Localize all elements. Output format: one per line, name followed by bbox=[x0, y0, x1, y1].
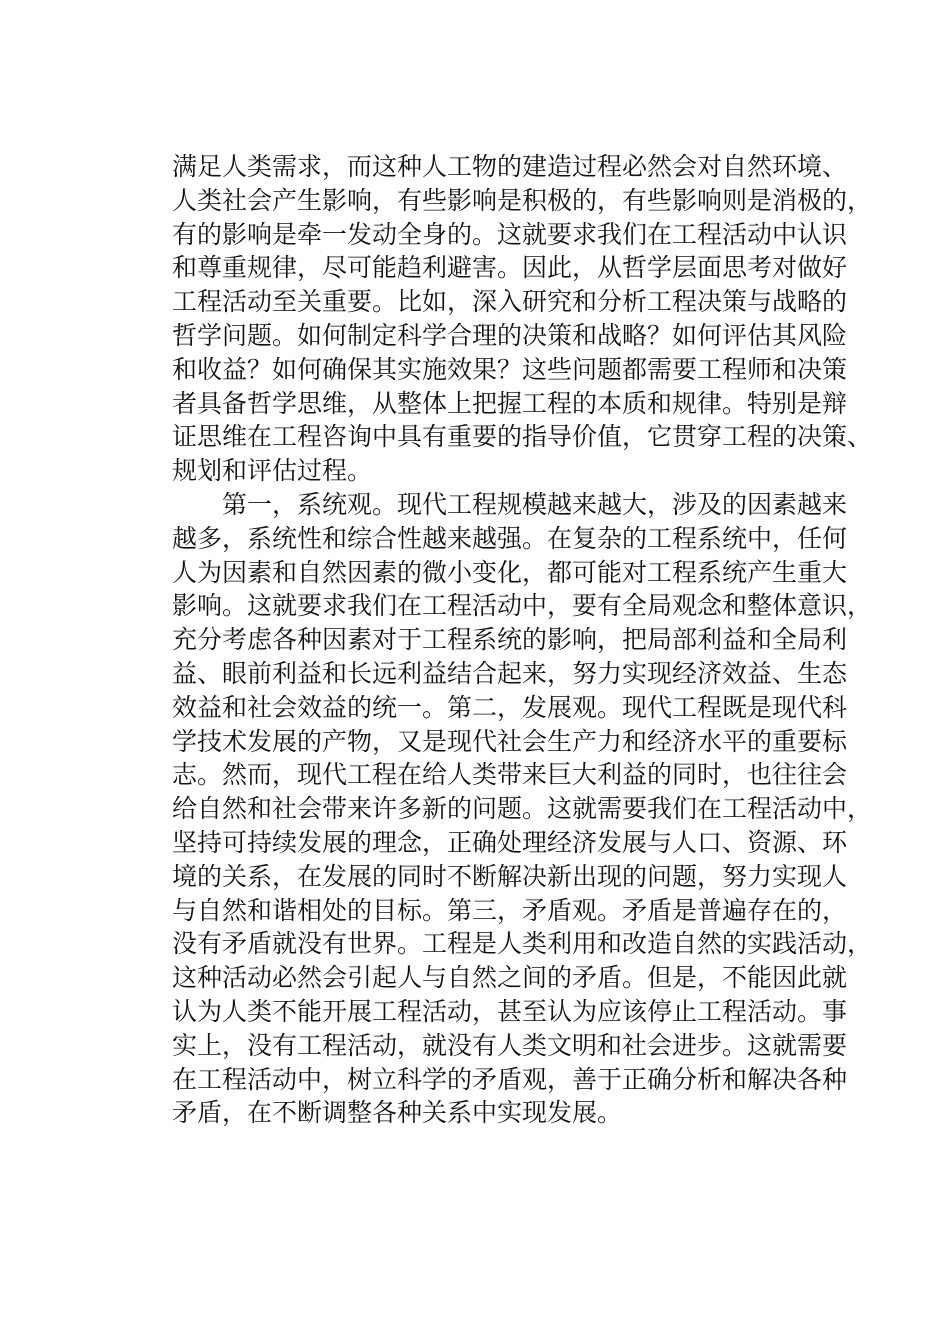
text-line: 矛盾，在不断调整各种关系中实现发展。 bbox=[172, 1098, 623, 1128]
text-line: 认为人类不能开展工程活动，甚至认为应该停止工程活动。事 bbox=[172, 996, 848, 1026]
text-line: 和尊重规律，尽可能趋利避害。因此，从哲学层面思考对做好 bbox=[172, 253, 848, 283]
text-line: 学技术发展的产物，又是现代社会生产力和经济水平的重要标 bbox=[172, 726, 848, 756]
text-line: 人类社会产生影响，有些影响是积极的，有些影响则是消极的， bbox=[172, 185, 873, 215]
text-line: 规划和评估过程。 bbox=[172, 456, 373, 486]
text-line: 证思维在工程咨询中具有重要的指导价值，它贯穿工程的决策、 bbox=[172, 422, 873, 452]
text-line: 没有矛盾就没有世界。工程是人类利用和改造自然的实践活动， bbox=[172, 929, 873, 959]
text-line: 益、眼前利益和长远利益结合起来，努力实现经济效益、生态 bbox=[172, 658, 848, 688]
text-line: 越多，系统性和综合性越来越强。在复杂的工程系统中，任何 bbox=[172, 523, 848, 553]
text-line: 影响。这就要求我们在工程活动中，要有全局观念和整体意识， bbox=[172, 591, 873, 621]
document-body bbox=[172, 150, 873, 1130]
text-line: 充分考虑各种因素对于工程系统的影响，把局部利益和全局利 bbox=[172, 625, 848, 655]
text-line: 满足人类需求，而这种人工物的建造过程必然会对自然环境、 bbox=[172, 152, 848, 181]
text-line: 境的关系，在发展的同时不断解决新出现的问题，努力实现人 bbox=[172, 861, 848, 891]
text-line: 实上，没有工程活动，就没有人类文明和社会进步。这就需要 bbox=[172, 1030, 848, 1060]
text-line: 第一，系统观。现代工程规模越来越大，涉及的因素越来 bbox=[172, 489, 848, 519]
text-line: 效益和社会效益的统一。第二，发展观。现代工程既是现代科 bbox=[172, 692, 848, 722]
text-line: 在工程活动中，树立科学的矛盾观，善于正确分析和解决各种 bbox=[172, 1064, 848, 1094]
text-line: 坚持可持续发展的理念，正确处理经济发展与人口、资源、环 bbox=[172, 827, 848, 857]
text-line: 与自然和谐相处的目标。第三，矛盾观。矛盾是普遍存在的， bbox=[172, 895, 848, 925]
text-line: 哲学问题。如何制定科学合理的决策和战略？如何评估其风险 bbox=[172, 320, 848, 350]
text-line: 人为因素和自然因素的微小变化，都可能对工程系统产生重大 bbox=[172, 557, 848, 587]
text-line: 有的影响是牵一发动全身的。这就要求我们在工程活动中认识 bbox=[172, 219, 848, 249]
text-line: 和收益？如何确保其实施效果？这些问题都需要工程师和决策 bbox=[172, 354, 848, 384]
text-line: 者具备哲学思维，从整体上把握工程的本质和规律。特别是辩 bbox=[172, 388, 848, 418]
text-line: 给自然和社会带来许多新的问题。这就需要我们在工程活动中， bbox=[172, 794, 873, 824]
text-line: 这种活动必然会引起人与自然之间的矛盾。但是，不能因此就 bbox=[172, 963, 848, 993]
text-line: 志。然而，现代工程在给人类带来巨大利益的同时，也往往会 bbox=[172, 760, 848, 790]
text-line: 工程活动至关重要。比如，深入研究和分析工程决策与战略的 bbox=[172, 287, 848, 317]
